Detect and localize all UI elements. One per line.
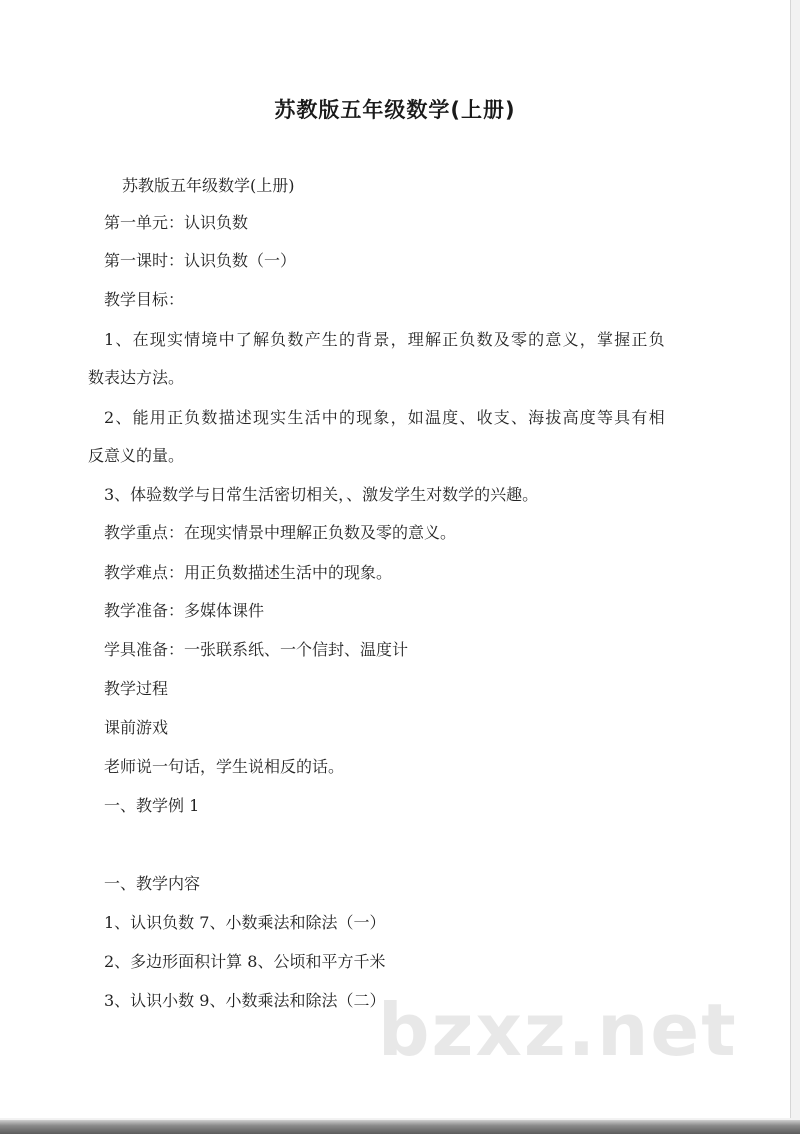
text-line: 课前游戏: [104, 718, 169, 737]
subtitle-line: 苏教版五年级数学(上册): [122, 176, 295, 195]
text-line: 1、认识负数 7、小数乘法和除法（一）: [104, 913, 386, 932]
text-line: 教学过程: [104, 679, 169, 698]
text-line: 第一课时：认识负数（一）: [104, 251, 297, 270]
text-line: 数表达方法。: [88, 368, 185, 387]
text-line: 老师说一句话，学生说相反的话。: [104, 757, 345, 776]
page-bottom-edge: [0, 1120, 800, 1134]
text-line: 第一单元：认识负数: [104, 213, 249, 232]
text-line: 教学准备：多媒体课件: [104, 601, 265, 620]
text-line: 一、教学例 1: [104, 796, 200, 815]
text-line: 反意义的量。: [88, 446, 185, 465]
text-line: 教学重点：在现实情景中理解正负数及零的意义。: [104, 523, 457, 542]
text-line: 一、教学内容: [104, 874, 201, 893]
text-line: 2、多边形面积计算 8、公顷和平方千米: [104, 952, 386, 971]
text-line: 学具准备：一张联系纸、一个信封、温度计: [104, 640, 409, 659]
watermark: bzxz.net: [378, 988, 738, 1072]
text-line: 3、体验数学与日常生活密切相关，、激发学生对数学的兴趣。: [104, 485, 539, 504]
text-line: 1、在现实情境中了解负数产生的背景，理解正负数及零的意义，掌握正负: [104, 330, 666, 349]
document-title: 苏教版五年级数学(上册): [274, 98, 516, 122]
text-line: 2、能用正负数描述现实生活中的现象，如温度、收支、海拔高度等具有相: [104, 408, 666, 427]
text-line: 教学难点：用正负数描述生活中的现象。: [104, 563, 393, 582]
text-line: 3、认识小数 9、小数乘法和除法（二）: [104, 991, 386, 1010]
text-line: 教学目标：: [104, 290, 185, 309]
